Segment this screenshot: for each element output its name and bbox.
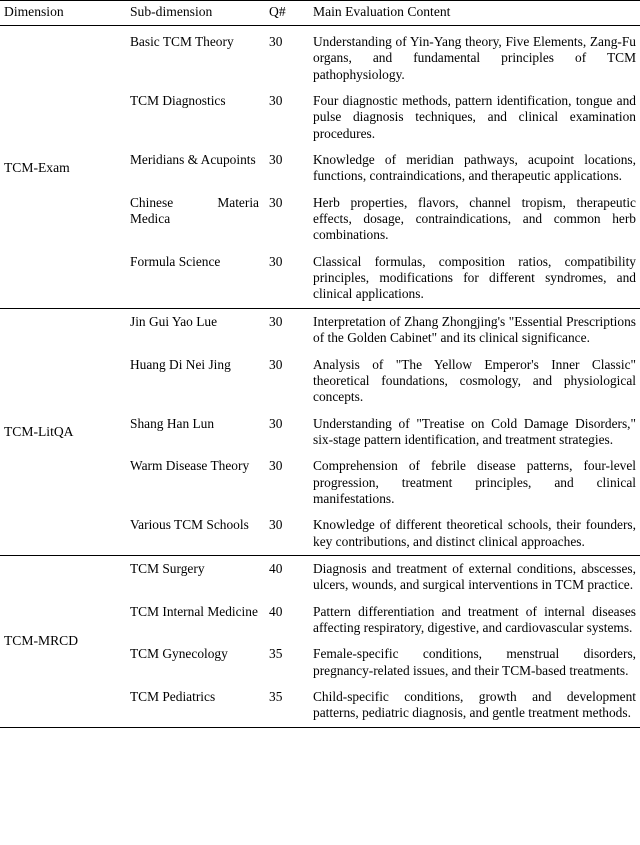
main-evaluation-content: Knowledge of meridian pathways, acupoint locations, functions, contraindications, and therapeutic applications. [313, 152, 636, 184]
sub-dimension-label: Huang Di Nei Jing [130, 356, 231, 372]
sub-dimension-label: TCM Gynecology [130, 646, 228, 662]
sub-dimension-label: TCM Diagnostics [130, 93, 226, 109]
sub-dimension-label: Warm Disease Theory [130, 458, 250, 474]
main-evaluation-content: Understanding of Yin-Yang theory, Five Elements, Zang-Fu organs, and fundamental principles of TCM pathophysiology. [313, 34, 636, 82]
question-count: 35 [269, 689, 283, 704]
column-header-dimension: Dimension [0, 1, 124, 26]
dimension-label: TCM-Exam [4, 160, 70, 176]
sub-dimension-label: Chinese Materia Medica [130, 194, 259, 227]
sub-dimension-label: Jin Gui Yao Lue [130, 313, 218, 329]
table-row [0, 556, 640, 599]
question-count: 40 [269, 603, 283, 619]
question-count: 30 [269, 517, 283, 533]
main-evaluation-content: Female-specific conditions, menstrual disorders, pregnancy-related issues, and their TCM-based treatments. [313, 646, 636, 678]
sub-dimension-label: TCM Pediatrics [130, 689, 216, 704]
sub-dimension-label: Basic TCM Theory [130, 34, 234, 49]
question-count: 30 [269, 34, 283, 49]
main-evaluation-content: Classical formulas, composition ratios, compatibility principles, modifications for different syndromes, and clinical applications. [313, 253, 636, 302]
table-row [0, 29, 640, 88]
main-evaluation-content: Four diagnostic methods, pattern identification, tongue and pulse diagnosis techniques, and clinical examination procedures. [313, 93, 636, 141]
sub-dimension-label: Meridians & Acupoints [130, 152, 256, 168]
main-evaluation-content: Interpretation of Zhang Zhongjing's "Essential Prescriptions of the Golden Cabinet" and its clinical significance. [313, 313, 636, 346]
question-count: 30 [269, 313, 283, 329]
table-bottom-rule [0, 727, 640, 728]
question-count: 30 [269, 93, 283, 109]
column-header-main-content: Main Evaluation Content [307, 1, 640, 26]
main-evaluation-content: Diagnosis and treatment of external conditions, abscesses, ulcers, wounds, and surgical interventions in TCM practice. [313, 560, 636, 593]
dimension-label: TCM-MRCD [4, 633, 79, 649]
sub-dimension-label: Formula Science [130, 253, 221, 269]
question-count: 30 [269, 152, 283, 168]
main-evaluation-content: Analysis of "The Yellow Emperor's Inner Classic" theoretical foundations, cosmology, and physiological concepts. [313, 356, 636, 405]
sub-dimension-label: Shang Han Lun [130, 415, 215, 431]
main-evaluation-content: Pattern differentiation and treatment of internal diseases affecting respiratory, digestive, and cardiovascular systems. [313, 603, 636, 635]
sub-dimension-label: Various TCM Schools [130, 517, 249, 533]
table-bottom-rule-line [0, 727, 640, 728]
column-header-sub-dimension: Sub-dimension [124, 1, 267, 26]
main-evaluation-content: Knowledge of different theoretical schools, their founders, key contributions, and distinct clinical approaches. [313, 517, 636, 549]
question-count: 35 [269, 646, 283, 662]
dimension-label: TCM-LitQA [4, 423, 74, 439]
table-body [0, 1, 640, 728]
main-evaluation-content: Child-specific conditions, growth and development patterns, pediatric diagnosis, and gentle treatment methods. [313, 689, 636, 721]
question-count: 30 [269, 415, 283, 431]
table-row [0, 309, 640, 352]
column-header-question-count: Q# [267, 1, 307, 26]
sub-dimension-label: TCM Internal Medicine [130, 603, 258, 619]
sub-dimension-label: TCM Surgery [130, 560, 205, 576]
main-evaluation-content: Comprehension of febrile disease patterns, four-level progression, treatment principles, and clinical manifestations. [313, 458, 636, 506]
question-count: 30 [269, 458, 283, 474]
question-count: 40 [269, 560, 283, 576]
question-count: 30 [269, 194, 283, 210]
table-header-row [0, 1, 640, 26]
main-evaluation-content: Herb properties, flavors, channel tropism, therapeutic effects, dosage, contraindications, and common herb combinations. [313, 194, 636, 243]
question-count: 30 [269, 356, 283, 372]
question-count: 30 [269, 253, 283, 269]
main-evaluation-content: Understanding of "Treatise on Cold Damage Disorders," six-stage pattern identification, and treatment strategies. [313, 415, 636, 447]
